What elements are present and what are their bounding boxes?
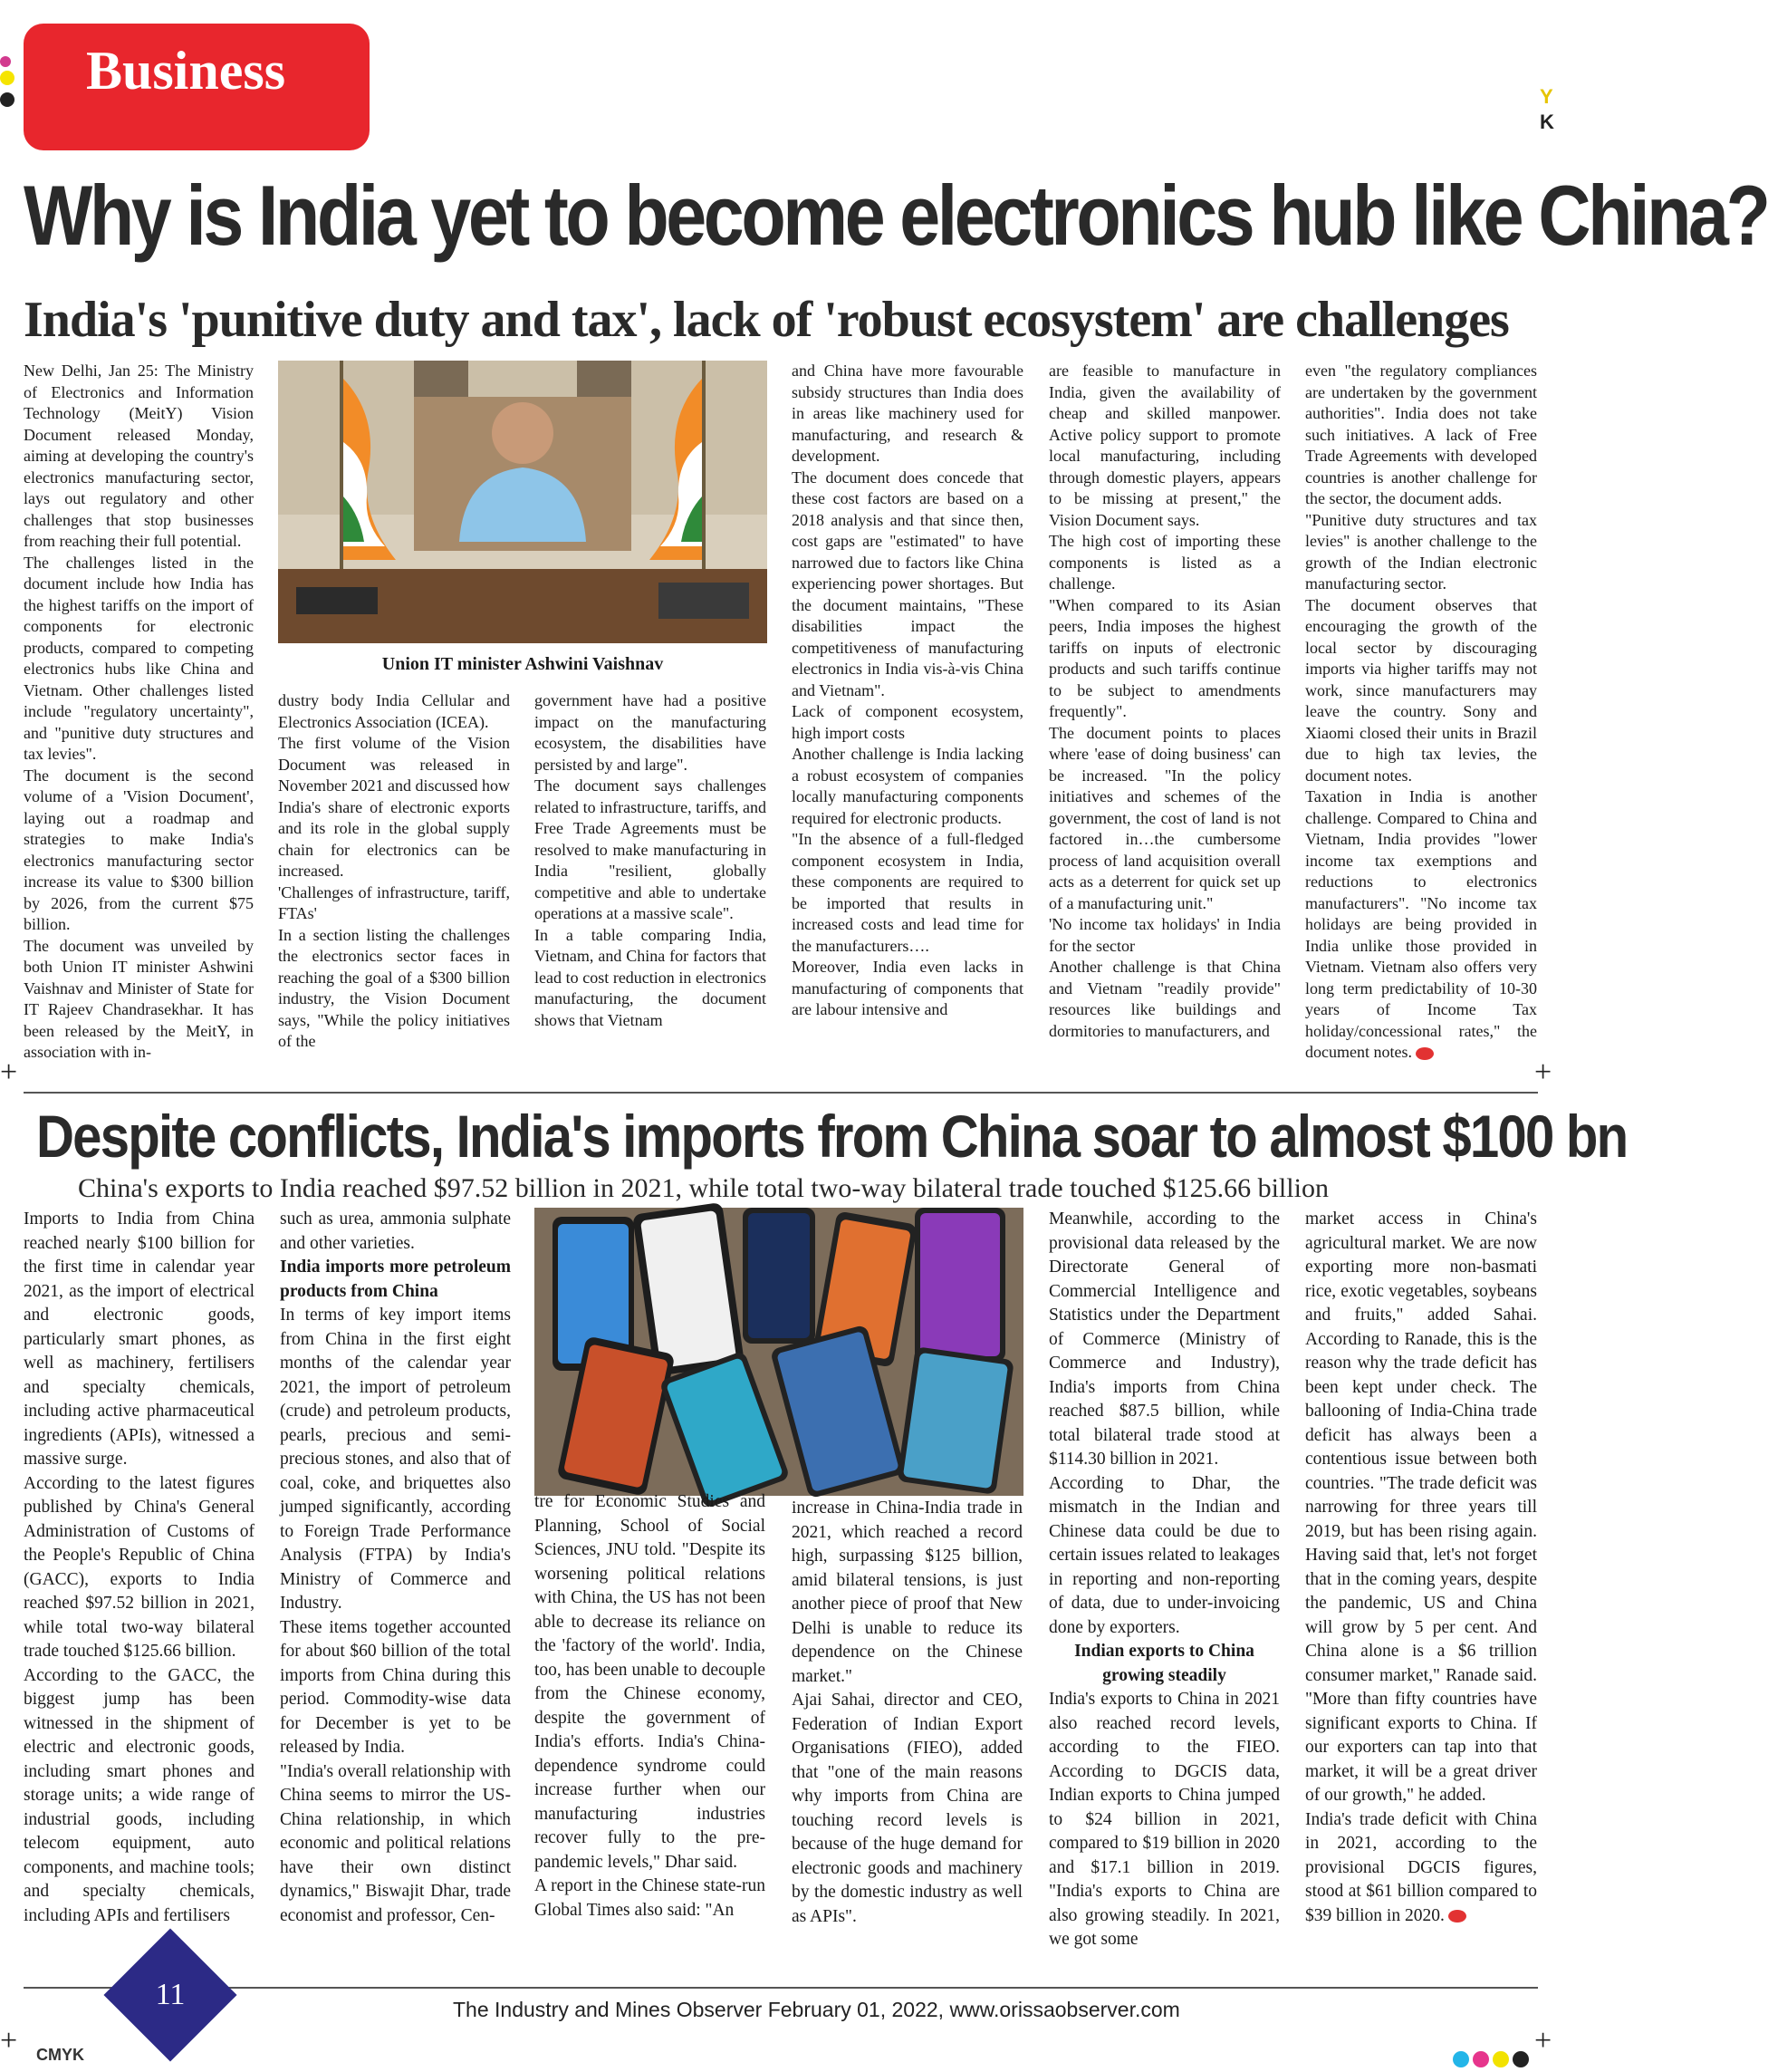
paragraph-text: Taxation in India is another challenge. Compared to China and Vietnam, India provides "lower income tax exemptions and reductions to electronics manufacturers". "No income tax holidays are being provided in India unlike those provided in Vietnam. Vietnam also offers very long term predictability of 10-30 years of Income Tax holiday/concessional rates," the document notes.: [1305, 787, 1537, 1061]
article1-column-2: [278, 690, 510, 1085]
paragraph: "When compared to its Asian peers, India imposes the highest tariffs on inputs of electronic products and such tariffs continue to be subject to amendments frequently".: [1049, 595, 1281, 720]
paragraph: 'No income tax holidays' in India for the sector: [1049, 915, 1281, 955]
paragraph: [1305, 1808, 1537, 1929]
paragraph: The document says challenges related to infrastructure, tariffs, and Free Trade Agreements must be resolved to make manufacturing in India "resilient, globally competitive and able to undertake operations at a massive scale".: [534, 776, 766, 922]
paragraph: The document was unveiled by both Union IT minister Ashwini Vaishnav and Minister of State for IT Rajeev Chandrasekhar. It has been released by the MeitY, in association with in-: [24, 936, 254, 1061]
paragraph: such as urea, ammonia sulphate and other varieties.: [280, 1209, 511, 1253]
article2-headline: Despite conflicts, India's imports from China soar to almost $100 bn: [36, 1103, 1628, 1170]
paragraph: "Punitive duty structures and tax levies" is another challenge to the growth of the Indian electronic manufacturing sector.: [1305, 510, 1537, 593]
color-bar-magenta: [1473, 2051, 1489, 2067]
article1-column-6: [1305, 361, 1537, 1085]
paragraph: are feasible to manufacture in India, given the availability of cheap and skilled manpower. Active policy support to promote local manufacturing, including through domestic players, appears to be missing at present," the Vision Document says.: [1049, 361, 1281, 529]
article2-column-6: [1305, 1208, 1537, 1932]
paragraph: The document points to places where 'ease of doing business' can be increased. "In the policy initiatives and schemes of the government, the cost of land is not factored in…the cumbersome process of land acquisition overall acts as a deterrent for quick set up of a manufacturing unit.": [1049, 723, 1281, 912]
paragraph: "In the absence of a full-fledged component ecosystem in India, these components are required to be imported that results in increased costs and lead time for the manufacturers….: [792, 830, 1023, 955]
article1-subheadline: India's 'punitive duty and tax', lack of 'robust ecosystem' are challenges: [24, 292, 1509, 348]
smartphones-photo: [534, 1208, 1023, 1496]
article2-column-2: [280, 1208, 511, 1932]
paragraph: Ajai Sahai, director and CEO, Federation of Indian Export Organisations (FIEO), added that "one of the main reasons why imports from China are touching record levels is because of the huge demand for electronic goods and machinery by the domestic industry as well as APIs".: [792, 1691, 1023, 1926]
minister-photo: [278, 361, 767, 643]
footer-text: The Industry and Mines Observer February 01, 2022, www.orissaobserver.com: [453, 1998, 1180, 2021]
paragraph: 'Challenges of infrastructure, tariff, FTAs': [278, 882, 510, 922]
crop-mark-bottom-left: +: [0, 2024, 18, 2058]
registration-dot-black: [0, 92, 14, 107]
paragraph: dustry body India Cellular and Electronics Association (ICEA).: [278, 691, 510, 731]
crop-mark-left: +: [0, 1055, 18, 1089]
article1-headline: Why is India yet to become electronics hub like China?: [24, 168, 1768, 263]
article1-column-4: [792, 361, 1023, 1085]
paragraph: [1305, 786, 1537, 1064]
article1-column-5: [1049, 361, 1281, 1085]
paragraph: According to the latest figures published by China's General Administration of Customs of the People's Republic of China (GACC), exports to India reached $97.52 billion in 2021, while total two-way bilateral trade touched $125.66 billion.: [24, 1473, 255, 1661]
registration-dot-magenta: [0, 56, 11, 67]
cmyk-label: CMYK: [36, 2046, 84, 2064]
photo-caption: Union IT minister Ashwini Vaishnav: [381, 654, 664, 674]
crop-mark-bottom-right: +: [1534, 2024, 1552, 2058]
minister-photo-illustration: [278, 361, 767, 643]
color-bar-yellow: [1493, 2051, 1509, 2067]
paragraph: "India's overall relationship with China seems to mirror the US-China relationship, in which economic and political relations have their own distinct dynamics," Biswajit Dhar, trade economist and professor, Cen-: [280, 1761, 511, 1925]
crop-mark-right: +: [1534, 1055, 1552, 1089]
paragraph: According to the GACC, the biggest jump has been witnessed in the shipment of electric and electronic goods, including smart phones and storage units; a wide range of industrial goods, including telecom equipment, auto components, and machine tools; and specialty chemicals, including APIs and fertilisers: [24, 1665, 255, 1925]
article1-column-1: [24, 361, 254, 1085]
paragraph: government have had a positive impact on the manufacturing ecosystem, the disabilities have persisted by and large".: [534, 691, 766, 774]
paragraph-text: India's trade deficit with China in 2021, according to the provisional DGCIS figures, stood at $61 billion compared to $39 billion in 2020.: [1305, 1809, 1537, 1925]
paragraph: Another challenge is that China and Vietnam "readily provide" resources like buildings and dormitories to manufacturers, and: [1049, 958, 1281, 1040]
section-divider: [24, 1092, 1538, 1094]
page-number: 11: [155, 1978, 186, 2011]
paragraph: Another challenge is India lacking a robust ecosystem of companies locally manufacturing components required for electronic products.: [792, 745, 1023, 827]
paragraph: A report in the Chinese state-run Global Times also said: "An: [534, 1876, 765, 1920]
article2-column-1: [24, 1208, 255, 1932]
article2-column-4: [792, 1497, 1023, 1932]
article2-subheadline: China's exports to India reached $97.52 billion in 2021, while total two-way bilateral trade touched $125.66 billion: [78, 1173, 1329, 1203]
paragraph: The high cost of importing these components is listed as a challenge.: [1049, 532, 1281, 593]
paragraph: The challenges listed in the document include how India has the highest tariffs on the import of components for electronic products, compared to competing electronics hubs like China and Vietnam. Other challenges listed include "regulatory uncertainty", and "punitive duty structures and tax levies".: [24, 553, 254, 763]
paragraph: and China have more favourable subsidy structures than India does in areas like machinery used for manufacturing, and research & development.: [792, 361, 1023, 465]
paragraph: The first volume of the Vision Document was released in November 2021 and discussed how India's share of electronic exports and its role in the global supply chain for electronics can be increased.: [278, 734, 510, 880]
end-stamp-icon: [1448, 1910, 1466, 1923]
section-badge: Business: [24, 24, 370, 150]
paragraph: market access in China's agricultural market. We are now exporting more non-basmati rice, exotic vegetables, soybeans and fruits," added Sahai. According to Ranade, this is the reason why the trade deficit has been kept under check. The ballooning of India-China trade deficit has always been a contentious issue between both countries. "The trade deficit was narrowing for three years till 2019, but has been rising again. Having said that, let's not forget that in the coming years, despite the pandemic, US and China will grow by 5 per cent. And China alone is a $6 trillion consumer market," Ranade said. "More than fifty countries have significant exports to China. If our exporters can tap into that market, it will be a great driver of our growth," he added.: [1305, 1209, 1537, 1805]
article2-column-5: [1049, 1208, 1280, 1949]
paragraph: even "the regulatory compliances are undertaken by the government authorities". India does not take such initiatives. A lack of Free Trade Agreements with developed countries is another challenge for the sector, the document adds.: [1305, 361, 1537, 507]
footer-rule: [24, 1987, 1538, 1989]
paragraph: In terms of key import items from China in the first eight months of the calendar year 2021, the import of petroleum (crude) and petroleum products, pearls, precious and semi-precious stones, and also that of coal, coke, and briquettes also jumped significantly, according to Foreign Trade Performance Analysis (FTPA) by India's Ministry of Commerce and Industry.: [280, 1306, 511, 1613]
subheading: Indian exports to China growing steadily: [1074, 1642, 1254, 1685]
article2-column-3: [534, 1490, 765, 1932]
paragraph: Lack of component ecosystem, high import costs: [792, 702, 1023, 742]
paragraph: These items together accounted for about $60 billion of the total imports from China during this period. Commodity-wise data for December is yet to be released by India.: [280, 1617, 511, 1757]
paragraph: tre for Economic Studies and Planning, School of Social Sciences, JNU told. "Despite its worsening political relations with China, the US has not been able to decrease its reliance on the 'factory of the world'. India, too, has been unable to decouple from the Chinese economy, despite the government of India's efforts. India's China-dependence syndrome could increase further when our manufacturing industries recover fully to the pre-pandemic levels," Dhar said.: [534, 1492, 765, 1872]
paragraph: The document is the second volume of a 'Vision Document', laying out a roadmap and strategies to make India's electronics manufacturing sector increase its value to $300 billion by 2026, from the current $75 billion.: [24, 766, 254, 933]
paragraph: Meanwhile, according to the provisional data released by the Directorate General of Commercial Intelligence and Statistics under the Department of Commerce (Ministry of Commerce and Industry), India's imports from China reached $87.5 billion, while total bilateral trade stood at $114.30 billion in 2021.: [1049, 1209, 1280, 1469]
smartphones-photo-illustration: [534, 1208, 1023, 1496]
color-bar-cyan: [1453, 2051, 1469, 2067]
corner-letter-k: K: [1540, 111, 1554, 133]
paragraph: The document does concede that these cost factors are based on a 2018 analysis and that since then, cost gaps are "estimated" to have narrowed due to factors like China experiencing power shortages. But the document maintains, "These disabilities impact the competitiveness of manufacturing electronics in India vis-à-vis China and Vietnam".: [792, 467, 1023, 699]
paragraph: According to Dhar, the mismatch in the Indian and Chinese data could be due to certain issues related to leakages in reporting and non-reporting of data, due to under-invoicing done by exporters.: [1049, 1473, 1280, 1637]
paragraph: Imports to India from China reached nearly $100 billion for the first time in calendar year 2021, as the import of electrical and electronic goods, particularly smart phones, as well as machinery, fertilisers and specialty chemicals, including active pharmaceutical ingredients (APIs), witnessed a massive surge.: [24, 1209, 255, 1469]
paragraph: India's exports to China in 2021 also reached record levels, according to the FIEO. According to DGCIS data, Indian exports to China jumped to $24 billion in 2021, compared to $19 billion in 2020 and $17.1 billion in 2019. "India's exports to China are also growing steadily. In 2021, we got some: [1049, 1690, 1280, 1949]
corner-letter-y: Y: [1540, 85, 1553, 108]
paragraph: In a section listing the challenges the electronics sector faces in reaching the goal of a $300 billion industry, the Vision Document says, "While the policy initiatives of the: [278, 925, 510, 1050]
paragraph: New Delhi, Jan 25: The Ministry of Electronics and Information Technology (MeitY) Vision Document released Monday, aiming at developing the country's electronics manufacturing sector, lays out regulatory and other challenges that stop businesses from reaching their full potential.: [24, 361, 254, 550]
paragraph: increase in China-India trade in 2021, which reached a record high, surpassing $125 billion, amid bilateral tensions, is just another piece of proof that New Delhi is unable to reduce its dependence on the Chinese market.": [792, 1499, 1023, 1686]
registration-dot-yellow: [0, 71, 14, 85]
paragraph: Moreover, India even lacks in manufacturing of components that are labour intensive and: [792, 958, 1023, 1018]
subheading: India imports more petroleum products from China: [280, 1258, 511, 1301]
end-stamp-icon: [1416, 1047, 1434, 1060]
paragraph: In a table comparing India, Vietnam, and China for factors that lead to cost reduction in electronics manufacturing, the document shows that Vietnam: [534, 925, 766, 1029]
color-bar-black: [1513, 2051, 1529, 2067]
article1-column-3: [534, 690, 766, 1085]
paragraph: The document observes that encouraging the growth of the local sector by discouraging imports via higher tariffs may not work, since manufacturers may leave the country. Sony and Xiaomi closed their units in Brazil due to high tax levies, the document notes.: [1305, 595, 1537, 785]
